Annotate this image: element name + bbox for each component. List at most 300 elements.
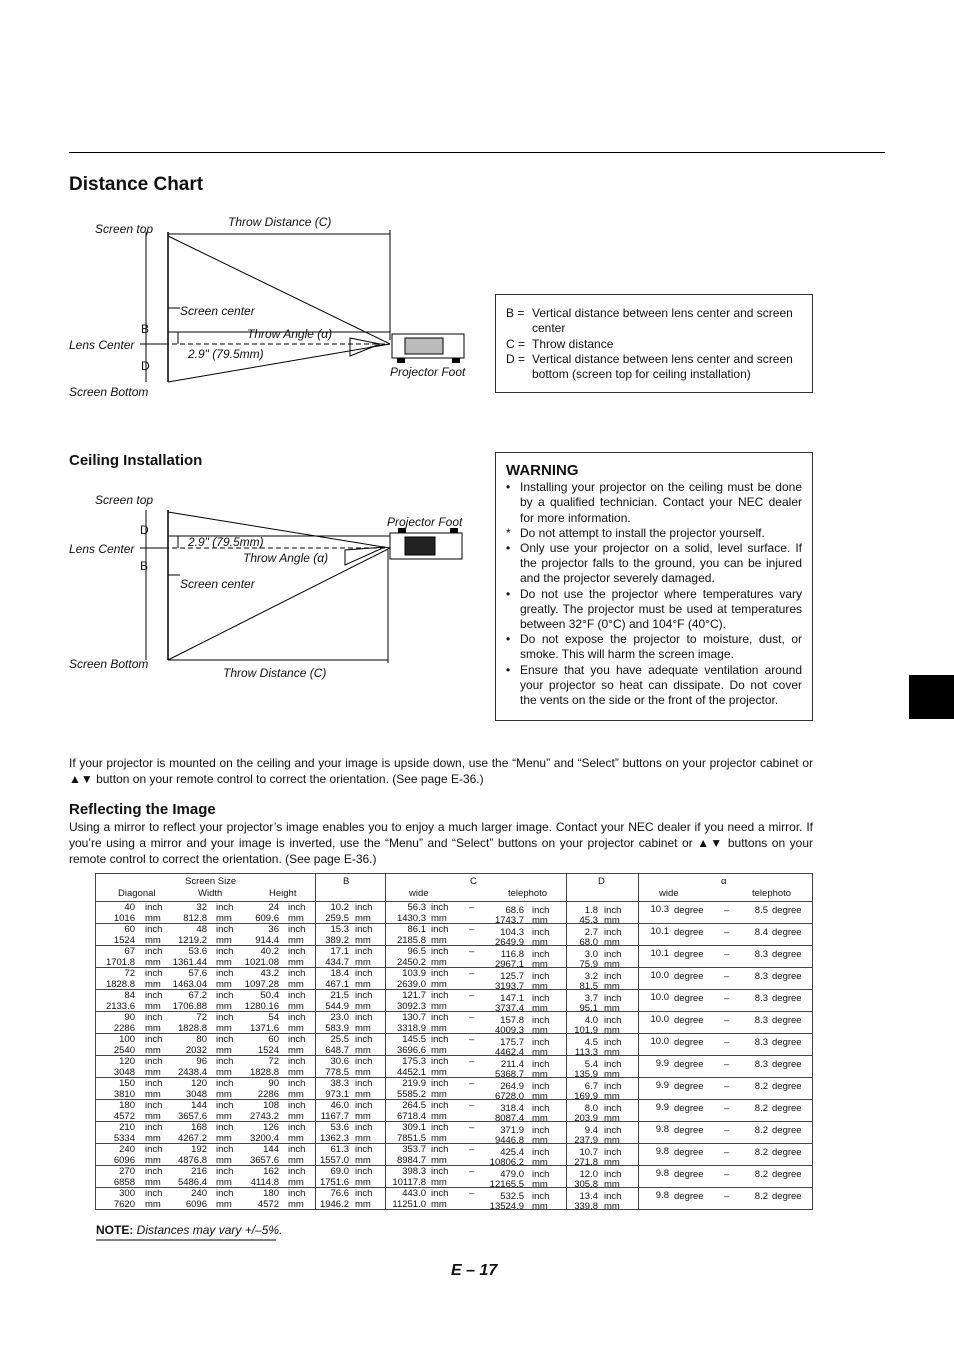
c-wide-inch: 443.0 (402, 1188, 426, 1199)
height-mm: 4572 (257, 1199, 279, 1210)
unit-inch: inch (532, 1103, 550, 1114)
alpha-tele: 8.2 (754, 1169, 768, 1180)
c-wide-inch: 103.9 (402, 968, 426, 979)
b-inch: 15.3 (330, 924, 349, 935)
height-mm: 4114.8 (250, 1177, 279, 1188)
throw-angle-label: Throw Angle (α) (247, 327, 333, 341)
height-inch: 90 (268, 1078, 279, 1089)
width-mm: 1361.44 (172, 957, 207, 968)
unit-inch: inch (216, 1034, 234, 1045)
note-label: NOTE: (96, 1223, 134, 1237)
c-tele-mm: 6728.0 (494, 1091, 524, 1102)
c-tele-mm: 1743.7 (494, 915, 524, 926)
unit-mm: mm (216, 935, 232, 946)
c-wide-inch: 121.7 (402, 990, 426, 1001)
table-row (96, 1122, 813, 1144)
range-dash: – (469, 968, 475, 979)
unit-inch: inch (216, 1012, 234, 1023)
unit-mm: mm (431, 1067, 447, 1078)
unit-mm: mm (604, 1091, 620, 1102)
height-mm: 1828.8 (249, 1067, 279, 1078)
header-d: D (598, 876, 605, 887)
c-tele-inch: 318.4 (500, 1103, 524, 1114)
screen-center-label: Screen center (180, 304, 255, 318)
unit-degree: degree (772, 971, 802, 982)
b-mm: 1751.6 (319, 1177, 349, 1188)
header-c-telephoto: telephoto (508, 888, 548, 899)
unit-inch: inch (604, 1169, 622, 1180)
diagonal-mm: 6858 (113, 1177, 135, 1188)
note (96, 1223, 282, 1237)
header-c: C (470, 876, 477, 887)
unit-mm: mm (355, 913, 371, 924)
reflecting-paragraph: Using a mirror to reflect your projector’s image enables you to enjoy a much larger image. Contact your NEC dealer if you need a mirror. If you’re using a mirror and your image is inverted, use the “Menu” and “Select” buttons on your projector cabinet or ▲▼ buttons on your remote control to correct the orientation. (See page E-36.) (69, 820, 813, 866)
unit-inch: inch (288, 1012, 306, 1023)
width-mm: 3657.6 (177, 1111, 207, 1122)
unit-mm: mm (288, 1089, 304, 1100)
unit-mm: mm (604, 1113, 620, 1124)
header-a-wide: wide (659, 888, 679, 899)
b-mm: 583.9 (325, 1023, 349, 1034)
d-inch: 13.4 (579, 1191, 598, 1202)
c-wide-mm: 4452.1 (396, 1067, 426, 1078)
height-mm: 1280.16 (244, 1001, 279, 1012)
unit-degree: degree (772, 927, 802, 938)
range-dash: – (469, 1012, 475, 1023)
range-dash: – (469, 1122, 475, 1133)
height-mm: 609.6 (255, 913, 279, 924)
table-row (96, 1100, 813, 1122)
range-dash: – (469, 1078, 475, 1089)
unit-inch: inch (145, 1188, 163, 1199)
unit-mm: mm (431, 1089, 447, 1100)
c-tele-mm: 13524.9 (489, 1201, 524, 1212)
height-inch: 60 (268, 1034, 279, 1045)
unit-mm: mm (288, 913, 304, 924)
unit-mm: mm (145, 1111, 161, 1122)
unit-inch: inch (216, 1122, 234, 1133)
unit-inch: inch (604, 1147, 622, 1158)
unit-inch: inch (288, 968, 306, 979)
unit-degree: degree (674, 1169, 704, 1180)
b-inch: 76.6 (330, 1188, 349, 1199)
unit-inch: inch (145, 1144, 163, 1155)
width-inch: 48 (196, 924, 207, 935)
c-wide-inch: 309.1 (402, 1122, 426, 1133)
unit-inch: inch (288, 1166, 306, 1177)
height-inch: 40.2 (260, 946, 279, 957)
unit-inch: inch (145, 1056, 163, 1067)
unit-inch: inch (431, 1166, 449, 1177)
warning-bullet: • (506, 541, 511, 556)
unit-mm: mm (288, 1199, 304, 1210)
c-tele-inch: 532.5 (500, 1191, 524, 1202)
lens-center-label: Lens Center (69, 542, 135, 556)
unit-inch: inch (355, 902, 373, 913)
unit-inch: inch (288, 1188, 306, 1199)
width-inch: 216 (191, 1166, 207, 1177)
unit-inch: inch (532, 1125, 550, 1136)
unit-inch: inch (532, 1037, 550, 1048)
unit-inch: inch (216, 1166, 234, 1177)
unit-degree: degree (674, 1037, 704, 1048)
unit-mm: mm (145, 1089, 161, 1100)
legend-text: Throw distance (532, 336, 614, 351)
d-mm: 113.3 (574, 1047, 598, 1058)
alpha-tele: 8.2 (754, 1191, 768, 1202)
alpha-wide: 9.9 (655, 1058, 669, 1069)
unit-mm: mm (431, 1001, 447, 1012)
range-dash: – (724, 927, 730, 938)
c-wide-inch: 56.3 (407, 902, 426, 913)
unit-mm: mm (145, 1023, 161, 1034)
b-mm: 1557.0 (319, 1155, 349, 1166)
width-mm: 2032 (185, 1045, 207, 1056)
d-mm: 203.9 (574, 1113, 598, 1124)
unit-inch: inch (216, 946, 234, 957)
width-mm: 2438.4 (177, 1067, 207, 1078)
d-inch: 1.8 (584, 905, 598, 916)
unit-inch: inch (355, 1144, 373, 1155)
width-mm: 1463.04 (172, 979, 207, 990)
width-inch: 192 (191, 1144, 207, 1155)
unit-inch: inch (431, 924, 449, 935)
unit-mm: mm (355, 979, 371, 990)
unit-inch: inch (288, 1078, 306, 1089)
height-mm: 1524 (257, 1045, 279, 1056)
unit-mm: mm (145, 957, 161, 968)
unit-mm: mm (532, 1047, 548, 1058)
unit-mm: mm (604, 959, 620, 970)
unit-degree: degree (772, 1037, 802, 1048)
unit-degree: degree (674, 993, 704, 1004)
unit-mm: mm (288, 1067, 304, 1078)
unit-mm: mm (532, 1135, 548, 1146)
unit-mm: mm (431, 957, 447, 968)
alpha-tele: 8.2 (754, 1125, 768, 1136)
unit-inch: inch (288, 1056, 306, 1067)
unit-inch: inch (431, 1078, 449, 1089)
unit-inch: inch (604, 1125, 622, 1136)
height-inch: 54 (268, 1012, 279, 1023)
unit-inch: inch (145, 968, 163, 979)
unit-mm: mm (216, 1199, 232, 1210)
height-inch: 24 (268, 902, 279, 913)
unit-mm: mm (288, 1133, 304, 1144)
diagonal-inch: 270 (119, 1166, 135, 1177)
c-wide-mm: 1430.3 (396, 913, 426, 924)
unit-inch: inch (355, 924, 373, 935)
b-mm: 778.5 (325, 1067, 349, 1078)
warning-text: Ensure that you have adequate ventilation around your projector so heat can dissipate. Do not cover the vents on the side or the front of the projector. (520, 662, 802, 708)
diagonal-inch: 60 (124, 924, 135, 935)
c-tele-inch: 175.7 (500, 1037, 524, 1048)
diagonal-mm: 5334 (113, 1133, 135, 1144)
unit-inch: inch (145, 1100, 163, 1111)
unit-mm: mm (604, 915, 620, 926)
unit-degree: degree (772, 993, 802, 1004)
unit-mm: mm (431, 935, 447, 946)
width-inch: 96 (196, 1056, 207, 1067)
unit-mm: mm (532, 1157, 548, 1168)
alpha-wide: 10.0 (650, 970, 669, 981)
table-row (96, 1012, 813, 1034)
c-tele-mm: 3737.4 (494, 1003, 524, 1014)
unit-inch: inch (532, 1169, 550, 1180)
alpha-tele: 8.3 (754, 949, 768, 960)
unit-degree: degree (674, 1191, 704, 1202)
unit-mm: mm (145, 1045, 161, 1056)
b-inch: 38.3 (330, 1078, 349, 1089)
c-tele-mm: 9446.8 (494, 1135, 524, 1146)
unit-inch: inch (216, 1188, 234, 1199)
unit-inch: inch (604, 1015, 622, 1026)
table-row (96, 924, 813, 946)
unit-inch: inch (532, 949, 550, 960)
b-inch: 61.3 (330, 1144, 349, 1155)
width-inch: 32 (196, 902, 207, 913)
offset-label: 2.9" (79.5mm) (188, 535, 264, 549)
unit-mm: mm (532, 1179, 548, 1190)
unit-degree: degree (772, 1015, 802, 1026)
unit-mm: mm (355, 1111, 371, 1122)
diagonal-mm: 4572 (113, 1111, 135, 1122)
diagonal-inch: 72 (124, 968, 135, 979)
header-c-wide: wide (409, 888, 429, 899)
b-mm: 434.7 (325, 957, 349, 968)
unit-inch: inch (145, 946, 163, 957)
unit-mm: mm (145, 935, 161, 946)
diagonal-inch: 84 (124, 990, 135, 1001)
c-wide-mm: 8984.7 (396, 1155, 426, 1166)
unit-inch: inch (431, 990, 449, 1001)
unit-inch: inch (355, 1188, 373, 1199)
diagonal-mm: 3810 (113, 1089, 135, 1100)
unit-mm: mm (355, 1001, 371, 1012)
c-wide-mm: 3092.3 (396, 1001, 426, 1012)
b-inch: 46.0 (330, 1100, 349, 1111)
unit-inch: inch (288, 990, 306, 1001)
unit-inch: inch (145, 924, 163, 935)
c-tele-mm: 12165.5 (489, 1179, 524, 1190)
width-mm: 5486.4 (177, 1177, 207, 1188)
unit-inch: inch (604, 905, 622, 916)
d-inch: 3.0 (584, 949, 598, 960)
unit-mm: mm (355, 1199, 371, 1210)
width-mm: 4267.2 (177, 1133, 207, 1144)
d-mm: 339.8 (574, 1201, 598, 1212)
alpha-tele: 8.2 (754, 1103, 768, 1114)
width-inch: 67.2 (188, 990, 207, 1001)
screen-bottom-label: Screen Bottom (69, 385, 149, 399)
width-inch: 240 (191, 1188, 207, 1199)
c-tele-inch: 157.8 (500, 1015, 524, 1026)
c-tele-mm: 4462.4 (494, 1047, 524, 1058)
warning-bullet: • (506, 480, 511, 495)
page-number: E – 17 (451, 1262, 498, 1279)
height-inch: 72 (268, 1056, 279, 1067)
d-mm: 101.9 (574, 1025, 598, 1036)
unit-inch: inch (355, 1122, 373, 1133)
height-mm: 3657.6 (249, 1155, 279, 1166)
unit-mm: mm (604, 1135, 620, 1146)
unit-mm: mm (431, 1155, 447, 1166)
range-dash: – (724, 1169, 730, 1180)
table-row (96, 1188, 813, 1210)
d-inch: 4.5 (584, 1037, 598, 1048)
height-inch: 180 (263, 1188, 279, 1199)
range-dash: – (724, 971, 730, 982)
header-height: Height (269, 888, 297, 899)
width-mm: 812.8 (183, 913, 207, 924)
unit-inch: inch (532, 993, 550, 1004)
alpha-wide: 9.8 (655, 1168, 669, 1179)
unit-mm: mm (431, 1199, 447, 1210)
b-inch: 69.0 (330, 1166, 349, 1177)
d-mm: 81.5 (579, 981, 598, 992)
range-dash: – (724, 1015, 730, 1026)
diagonal-inch: 90 (124, 1012, 135, 1023)
d-mm: 45.3 (579, 915, 598, 926)
note-text: Distances may vary +/–5%. (133, 1223, 283, 1237)
unit-inch: inch (288, 1100, 306, 1111)
unit-inch: inch (145, 902, 163, 913)
c-tele-mm: 5368.7 (494, 1069, 524, 1080)
unit-inch: inch (532, 1015, 550, 1026)
unit-mm: mm (355, 1133, 371, 1144)
unit-mm: mm (216, 979, 232, 990)
projector-foot-label: Projector Foot (390, 365, 466, 379)
unit-mm: mm (532, 1113, 548, 1124)
unit-degree: degree (772, 1081, 802, 1092)
unit-mm: mm (532, 1025, 548, 1036)
unit-inch: inch (604, 1103, 622, 1114)
header-b: B (343, 876, 350, 887)
height-inch: 43.2 (260, 968, 279, 979)
alpha-tele: 8.2 (754, 1147, 768, 1158)
unit-inch: inch (604, 1037, 622, 1048)
alpha-wide: 10.3 (650, 904, 669, 915)
d-inch: 10.7 (579, 1147, 598, 1158)
height-inch: 50.4 (260, 990, 279, 1001)
alpha-wide: 10.0 (650, 1036, 669, 1047)
warning-bullet: • (506, 662, 511, 677)
d-inch: 8.0 (584, 1103, 598, 1114)
unit-mm: mm (216, 1067, 232, 1078)
unit-mm: mm (532, 959, 548, 970)
alpha-tele: 8.3 (754, 1037, 768, 1048)
b-mm: 973.1 (325, 1089, 349, 1100)
unit-inch: inch (355, 1078, 373, 1089)
warning-item (506, 480, 802, 526)
b-mm: 467.1 (325, 979, 349, 990)
legend-box (495, 294, 813, 393)
b-mm: 1946.2 (319, 1199, 349, 1210)
c-tele-inch: 68.6 (505, 905, 524, 916)
d-mm: 75.9 (579, 959, 598, 970)
header-rule (69, 152, 885, 153)
throw-angle-label: Throw Angle (α) (243, 551, 329, 565)
diagonal-mm: 1016 (113, 913, 135, 924)
diagonal-inch: 180 (119, 1100, 135, 1111)
unit-mm: mm (431, 1045, 447, 1056)
width-inch: 53.6 (188, 946, 207, 957)
screen-center-label: Screen center (180, 577, 255, 591)
d-mm: 68.0 (579, 937, 598, 948)
height-inch: 144 (263, 1144, 279, 1155)
warning-item (506, 663, 802, 709)
height-mm: 2743.2 (249, 1111, 279, 1122)
b-inch: 10.2 (330, 902, 349, 913)
diagonal-mm: 2133.6 (105, 1001, 135, 1012)
warning-text: Do not attempt to install the projector yourself. (520, 525, 765, 540)
width-inch: 144 (191, 1100, 207, 1111)
d-mm: 271.8 (574, 1157, 598, 1168)
unit-mm: mm (288, 1155, 304, 1166)
unit-inch: inch (604, 949, 622, 960)
unit-mm: mm (216, 1045, 232, 1056)
range-dash: – (469, 946, 475, 957)
alpha-tele: 8.3 (754, 993, 768, 1004)
diagonal-inch: 100 (119, 1034, 135, 1045)
alpha-wide: 9.8 (655, 1190, 669, 1201)
throw-distance-label: Throw Distance (C) (223, 666, 327, 680)
unit-mm: mm (145, 913, 161, 924)
unit-mm: mm (355, 1089, 371, 1100)
height-inch: 108 (263, 1100, 279, 1111)
d-mm: 135.9 (574, 1069, 598, 1080)
diagonal-inch: 240 (119, 1144, 135, 1155)
alpha-wide: 10.1 (650, 926, 669, 937)
table-row (96, 1034, 813, 1056)
unit-degree: degree (674, 1103, 704, 1114)
unit-degree: degree (674, 1059, 704, 1070)
screen-top-label: Screen top (95, 222, 154, 236)
warning-text: Do not expose the projector to moisture, dust, or smoke. This will harm the screen image. (520, 632, 802, 662)
c-wide-mm: 2639.0 (396, 979, 426, 990)
unit-inch: inch (431, 968, 449, 979)
ceiling-title: Ceiling Installation (69, 452, 203, 469)
b-inch: 25.5 (330, 1034, 349, 1045)
alpha-tele: 8.4 (754, 927, 768, 938)
c-wide-mm: 7851.5 (396, 1133, 426, 1144)
unit-mm: mm (355, 935, 371, 946)
unit-inch: inch (355, 946, 373, 957)
unit-inch: inch (431, 1122, 449, 1133)
legend-key: B = (506, 306, 525, 320)
unit-mm: mm (216, 913, 232, 924)
d-inch: 9.4 (584, 1125, 598, 1136)
unit-mm: mm (288, 1111, 304, 1122)
table-row (96, 1078, 813, 1100)
unit-degree: degree (772, 1169, 802, 1180)
unit-mm: mm (288, 979, 304, 990)
unit-inch: inch (145, 1034, 163, 1045)
unit-inch: inch (216, 902, 234, 913)
warning-item (506, 526, 802, 541)
width-mm: 3048 (185, 1089, 207, 1100)
unit-inch: inch (431, 1012, 449, 1023)
range-dash: – (724, 1103, 730, 1114)
page-title: Distance Chart (69, 174, 204, 195)
alpha-tele: 8.2 (754, 1081, 768, 1092)
unit-mm: mm (216, 1155, 232, 1166)
height-inch: 36 (268, 924, 279, 935)
unit-mm: mm (532, 1091, 548, 1102)
unit-inch: inch (216, 1056, 234, 1067)
unit-mm: mm (145, 979, 161, 990)
throw-distance-label: Throw Distance (C) (228, 215, 332, 229)
